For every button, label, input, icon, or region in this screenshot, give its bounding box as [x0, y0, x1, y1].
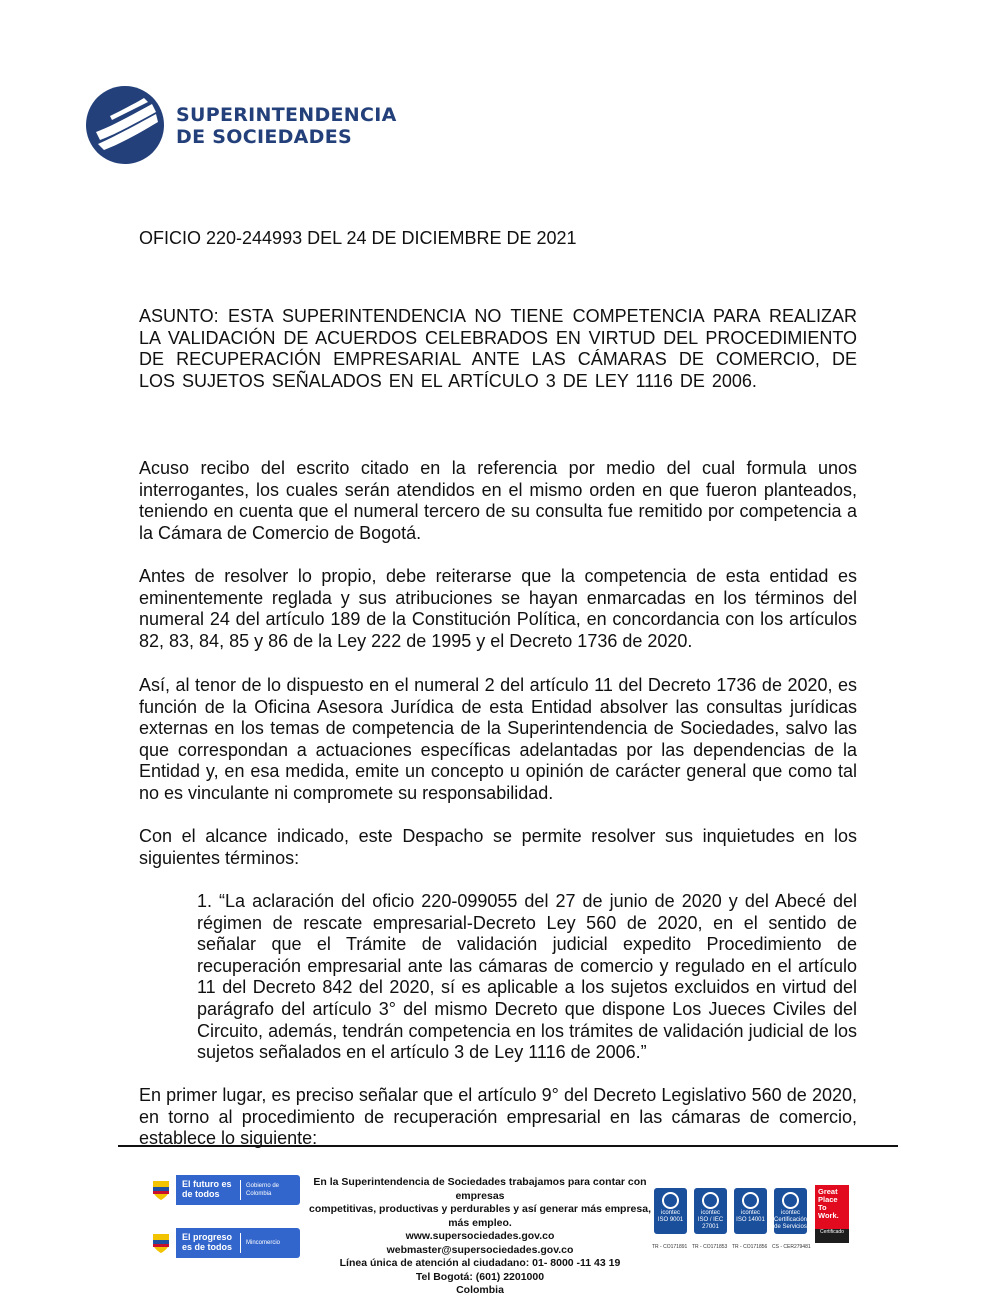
icontec-cert-badge: [654, 1188, 687, 1234]
email-link[interactable]: webmaster@supersociedades.gov.co: [386, 1243, 574, 1256]
gptw-line: Place: [818, 1195, 838, 1204]
gobierno-badge: [148, 1175, 300, 1205]
contact-line: Tel Bogotá: (601) 2201000: [415, 1270, 545, 1283]
great-place-to-work-badge: [815, 1185, 849, 1243]
gptw-certified: Certificado: [815, 1229, 849, 1243]
icontec-cert-badge: [774, 1188, 807, 1234]
colombia-shield-icon: [150, 1231, 172, 1255]
footer-contact: [300, 1176, 660, 1298]
icontec-cert-badge: [734, 1188, 767, 1234]
oficio-title: OFICIO 220-244993 DEL 24 DE DICIEMBRE DE 2021: [139, 228, 577, 248]
logo-emblem-icon: [86, 86, 164, 164]
contact-line: competitivas, productivas y perdurables y así generar más empresa, más empleo.: [309, 1203, 651, 1229]
gov2-text: El progreso es de todos: [182, 1232, 233, 1252]
contact-line: Línea única de atención al ciudadano: 01- 8000 -11 43 19: [339, 1257, 621, 1269]
colombia-shield-icon: [150, 1178, 172, 1202]
cert-brand: icontec: [740, 1210, 760, 1216]
cert-standard: Certificación de Servicios: [774, 1217, 808, 1230]
cert-brand: icontec: [780, 1210, 800, 1216]
contact-line: Colombia: [456, 1284, 504, 1296]
gov1-sub: Gobierno de Colombia: [246, 1183, 280, 1197]
footer-divider: [118, 1145, 898, 1147]
icontec-icon: [782, 1192, 799, 1209]
cert-code: CS - CER279481: [772, 1244, 811, 1250]
superintendencia-logo: [86, 86, 416, 166]
paragraph-5: En primer lugar, es preciso señalar que el artículo 9° del Decreto Legislativo 560 de 2020, en torno al procedimiento de recuperación empresarial en las cámaras de comercio, establece lo siguiente:: [139, 1085, 857, 1149]
mincomercio-badge: [148, 1228, 300, 1258]
asunto-block: ASUNTO: ESTA SUPERINTENDENCIA NO TIENE COMPETENCIA PARA REALIZAR LA VALIDACIÓN DE ACUERDOS CELEBRADOS EN VIRTUD DEL PROCEDIMIENTO DE RECUPERACIÓN EMPRESARIAL ANTE LAS CÁMARAS DE COMERCIO, DE LOS SUJETOS SEÑALADOS EN EL ARTÍCULO 3 DE LEY 1116 DE 2006.: [139, 306, 857, 391]
contact-line: En la Superintendencia de Sociedades trabajamos para contar con empresas: [313, 1176, 647, 1202]
icontec-icon: [702, 1192, 719, 1209]
paragraph-3: Así, al tenor de lo dispuesto en el numeral 2 del artículo 11 del Decreto 1736 de 2020, es función de la Oficina Asesora Jurídica de esta Entidad absolver las consultas jurídicas externas en los temas de competencia de la Superintendencia de Sociedades, salvo las que correspondan a actuaciones específicas adelantadas por las dependencias de la Entidad y, en esa medida, emite un concepto u opinión de carácter general que como tal no es vinculante ni compromete su responsabilidad.: [139, 675, 857, 803]
logo-line-2: DE SOCIEDADES: [176, 126, 353, 148]
gptw-line: To: [818, 1203, 827, 1212]
paragraph-1: Acuso recibo del escrito citado en la referencia por medio del cual formula unos interrogantes, los cuales serán atendidos en el mismo orden en que fueron planteados, teniendo en cuenta que el numeral tercero de su consulta fue remitido por competencia a la Cámara de Comercio de Bogotá.: [139, 458, 857, 543]
logo-line-1: SUPERINTENDENCIA: [176, 104, 397, 126]
cert-standard: ISO 9001: [657, 1217, 684, 1223]
paragraph-4: Con el alcance indicado, este Despacho se permite resolver sus inquietudes en los siguientes términos:: [139, 826, 857, 868]
logo-wordmark: [176, 104, 397, 148]
icontec-icon: [742, 1192, 759, 1209]
gptw-line: Great: [818, 1187, 838, 1196]
cert-standard: ISO / IEC 27001: [697, 1217, 724, 1230]
icontec-icon: [662, 1192, 679, 1209]
cert-code: TR - CO171856: [732, 1244, 768, 1250]
cert-code: TR - CO171891: [652, 1244, 688, 1250]
gov2-sub: Mincomercio: [246, 1240, 281, 1246]
cert-code: TR - CO171853: [692, 1244, 728, 1250]
gov1-text: El futuro es de todos: [182, 1179, 232, 1199]
quoted-question-1: 1. “La aclaración del oficio 220-099055 del 27 de junio de 2020 y del Abecé del régimen de rescate empresarial-Decreto Ley 560 de 2020, en el sentido de señalar que el Trámite de validación judicial expedito Procedimiento de recuperación empresarial ante las cámaras de comercio y regulado en el artículo 11 del Decreto 842 del 2020, sí es aplicable a los sujetos excluidos en virtud del parágrafo del artículo 3° del mismo Decreto que dispone Los Jueces Civiles del Circuito, además, tendrán competencia en los trámites de validación judicial de los sujetos señalados en el artículo 3 de Ley 1116 de 2006.”: [197, 891, 857, 1063]
cert-brand: icontec: [700, 1210, 720, 1216]
paragraph-2: Antes de resolver lo propio, debe reiterarse que la competencia de esta entidad es eminentemente reglada y sus atribuciones se hayan enmarcadas en los términos del numeral 24 del artículo 189 de la Constitución Política, en concordancia con los artículos 82, 83, 84, 85 y 86 de la Ley 222 de 1995 y el Decreto 1736 de 2020.: [139, 566, 857, 651]
website-link[interactable]: www.supersociedades.gov.co: [405, 1230, 555, 1242]
cert-brand: icontec: [660, 1210, 680, 1216]
cert-standard: ISO 14001: [736, 1217, 765, 1223]
gptw-line: Work.: [818, 1211, 839, 1220]
icontec-cert-badge: [694, 1188, 727, 1234]
